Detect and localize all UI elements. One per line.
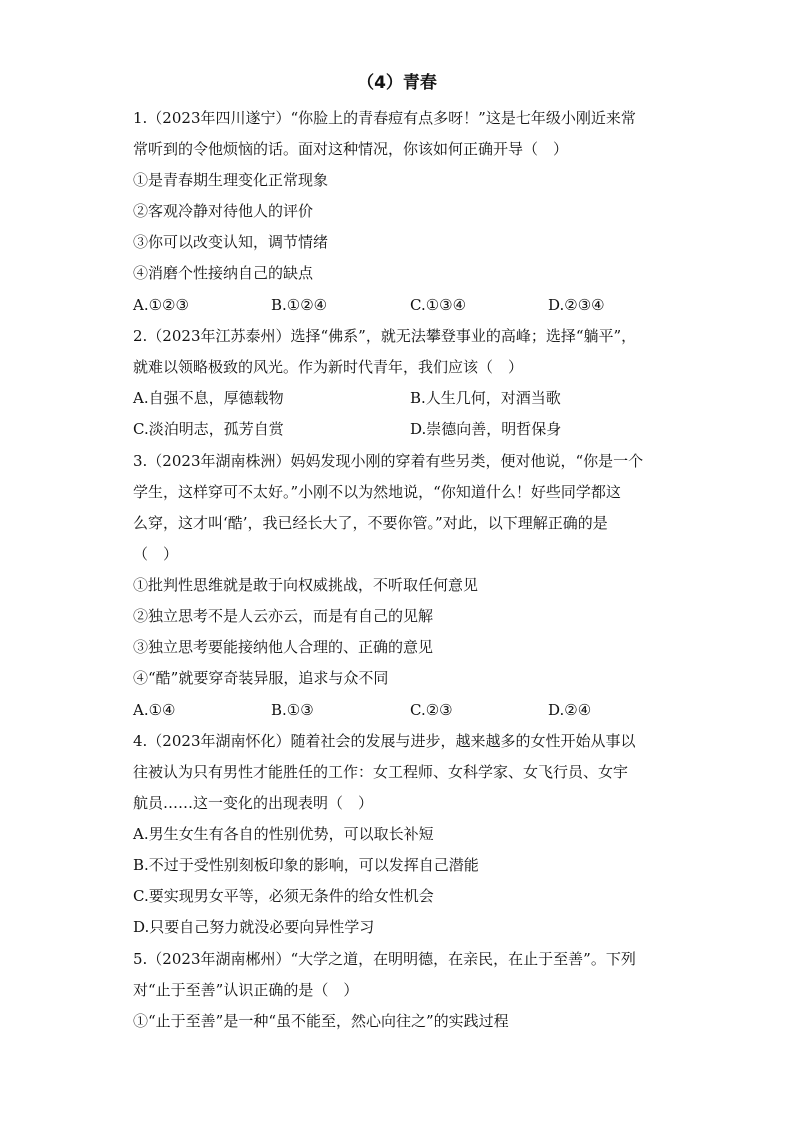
q3-option-b: B.①③ xyxy=(271,701,314,719)
q3-option-a: A.①④ xyxy=(133,701,176,719)
q4-option-b: B.不过于受性别刻板印象的影响，可以发挥自己潜能 xyxy=(133,856,479,874)
q1-stem-line-1: 1.（2023年四川遂宁）“你脸上的青春痘有点多呀！”这是七年级小刚近来常 xyxy=(133,109,636,127)
q2-option-d: D.崇德向善，明哲保身 xyxy=(410,420,562,438)
q1-option-b: B.①②④ xyxy=(271,296,328,314)
q2-option-b: B.人生几何，对酒当歌 xyxy=(410,389,561,407)
q3-option-c: C.②③ xyxy=(410,701,453,719)
q4-stem-line-1: 4.（2023年湖南怀化）随着社会的发展与进步，越来越多的女性开始从事以 xyxy=(133,732,636,750)
q1-statement-3: ③你可以改变认知，调节情绪 xyxy=(133,233,329,251)
q1-option-c: C.①③④ xyxy=(410,296,467,314)
q1-statement-4: ④消磨个性接纳自己的缺点 xyxy=(133,264,314,282)
q1-stem-line-2: 常听到的令他烦恼的话。面对这种情况，你该如何正确开导（ ） xyxy=(133,140,569,158)
q3-stem-line-2: 学生，这样穿可不太好。”小刚不以为然地说，“你知道什么！好些同学都这 xyxy=(133,483,621,501)
q3-statement-2: ②独立思考不是人云亦云，而是有自己的见解 xyxy=(133,607,434,625)
q4-stem-line-3: 航员……这一变化的出现表明（ ） xyxy=(133,794,374,812)
q4-option-c: C.要实现男女平等，必须无条件的给女性机会 xyxy=(133,887,434,905)
q3-stem-line-4: （ ） xyxy=(133,545,179,563)
q5-stem-line-1: 5.（2023年湖南郴州）“大学之道，在明明德，在亲民，在止于至善”。下列 xyxy=(133,950,636,968)
page-title: （4）青春 xyxy=(357,73,437,93)
q3-statement-1: ①批判性思维就是敢于向权威挑战，不听取任何意见 xyxy=(133,576,479,594)
q1-option-d: D.②③④ xyxy=(548,296,605,314)
q3-statement-3: ③独立思考要能接纳他人合理的、正确的意见 xyxy=(133,638,434,656)
q1-statement-1: ①是青春期生理变化正常现象 xyxy=(133,171,329,189)
q3-stem-line-1: 3.（2023年湖南株洲）妈妈发现小刚的穿着有些另类，便对他说，“你是一个 xyxy=(133,452,644,470)
q3-stem-line-3: 么穿，这才叫‘酷’，我已经长大了，不要你管。”对此，以下理解正确的是 xyxy=(133,514,608,532)
q5-stem-line-2: 对“止于至善”认识正确的是（ ） xyxy=(133,981,359,999)
q4-option-a: A.男生女生有各自的性别优势，可以取长补短 xyxy=(133,825,434,843)
q1-statement-2: ②客观冷静对待他人的评价 xyxy=(133,202,314,220)
q1-option-a: A.①②③ xyxy=(133,296,189,314)
q4-stem-line-2: 往被认为只有男性才能胜任的工作：女工程师、女科学家、女飞行员、女宇 xyxy=(133,763,629,781)
q2-option-c: C.淡泊明志，孤芳自赏 xyxy=(133,420,284,438)
q3-option-d: D.②④ xyxy=(548,701,592,719)
q4-option-d: D.只要自己努力就没必要向异性学习 xyxy=(133,918,375,936)
q2-option-a: A.自强不息，厚德载物 xyxy=(133,389,284,407)
q2-stem-line-1: 2.（2023年江苏泰州）选择“佛系”，就无法攀登事业的高峰；选择“躺平”， xyxy=(133,327,637,345)
q5-statement-1: ①“止于至善”是一种“虽不能至，然心向往之”的实践过程 xyxy=(133,1012,509,1030)
q3-statement-4: ④“酷”就要穿奇装异服，追求与众不同 xyxy=(133,669,389,687)
q2-stem-line-2: 就难以领略极致的风光。作为新时代青年，我们应该（ ） xyxy=(133,358,524,376)
